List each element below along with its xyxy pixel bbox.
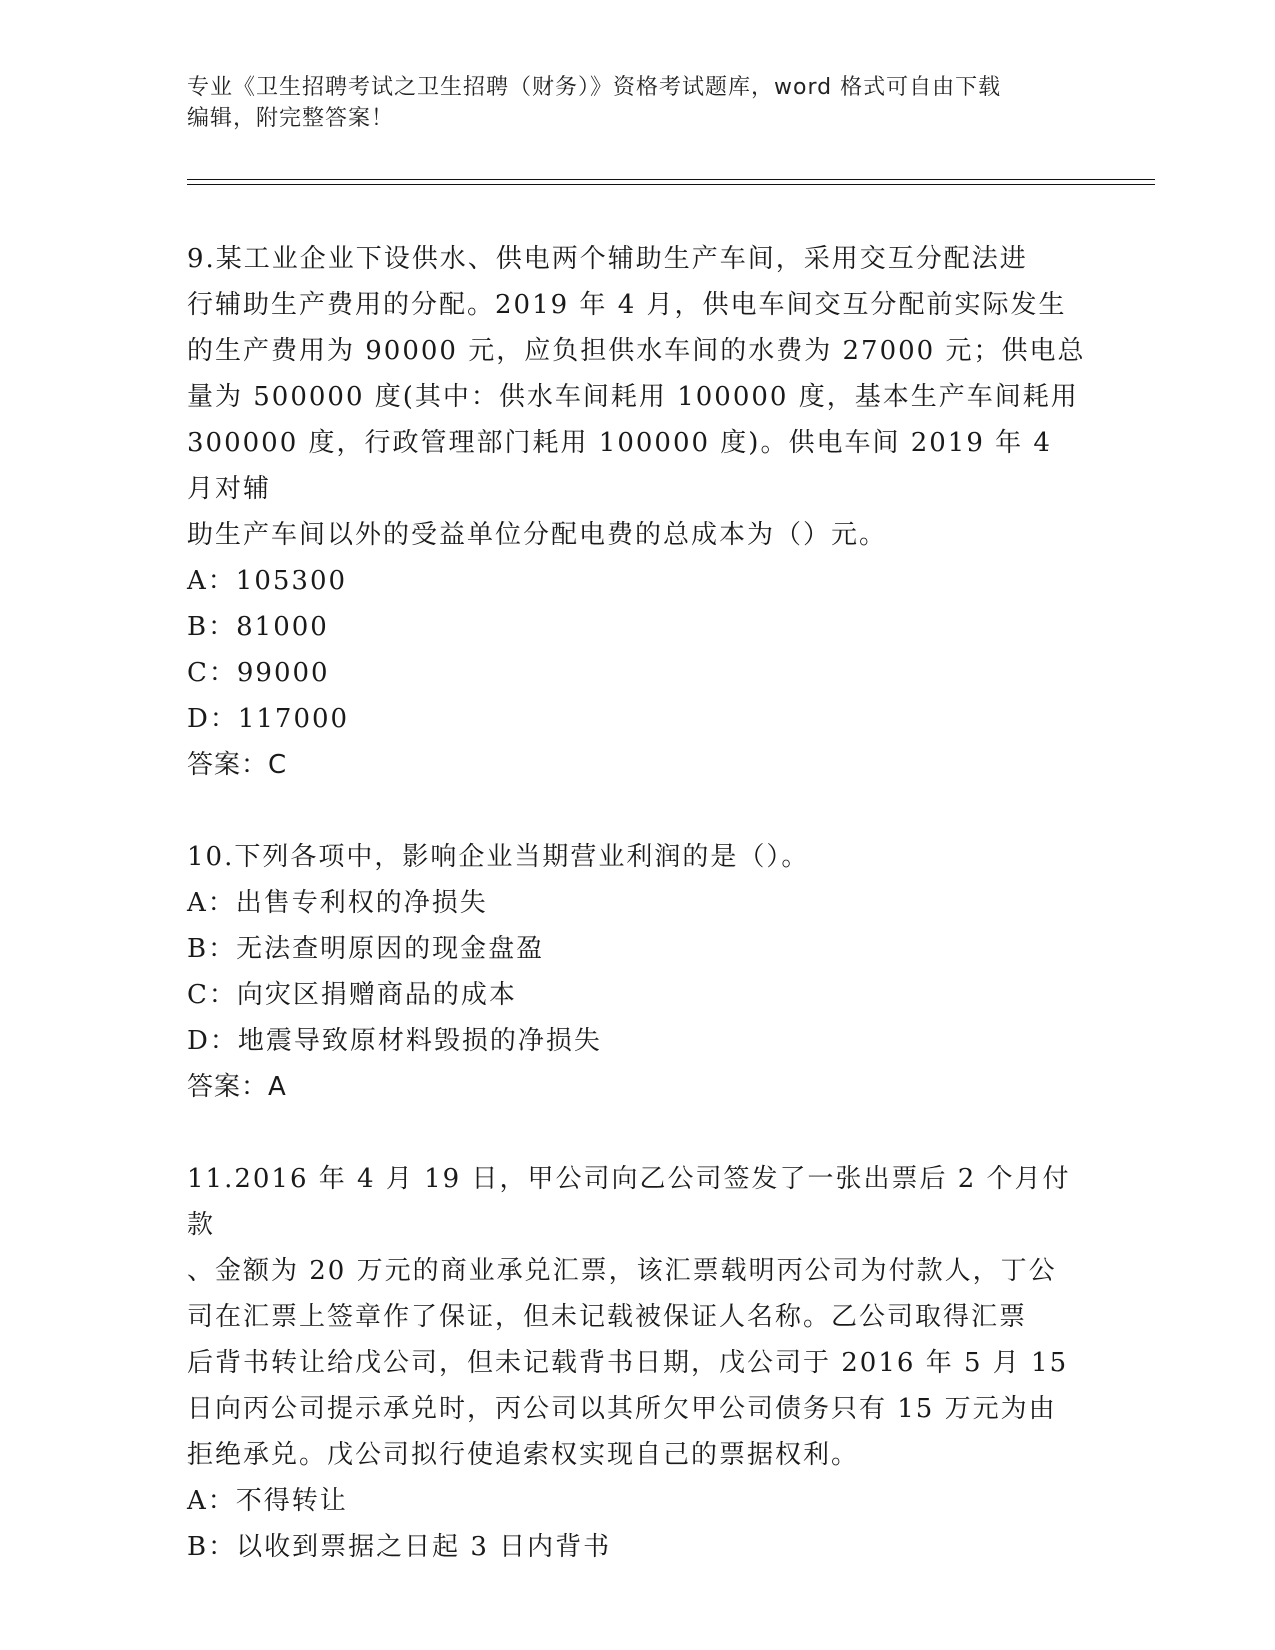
option-a: A：不得转让 — [187, 1486, 348, 1516]
option-c: C：99000 — [187, 658, 330, 688]
question-9 — [187, 236, 1087, 788]
header-line-2: 编辑，附完整答案！ — [187, 106, 395, 131]
question-stem: 10.下列各项中，影响企业当期营业利润的是（）。 — [187, 842, 810, 872]
option-a: A：105300 — [187, 566, 348, 596]
option-a: A：出售专利权的净损失 — [187, 888, 488, 918]
document-header — [187, 72, 1087, 134]
header-divider-top — [187, 179, 1155, 180]
question-stem: 9.某工业企业下设供水、供电两个辅助生产车间，采用交互分配法进 行辅助生产费用的分配。2019 年 4 月，供电车间交互分配前实际发生 的生产费用为 90000 元，应负担供水车间的水费为 27000 元；供电总 量为 500000 度(其中：供水车间耗用 100000 度，基本生产车间耗用 300000 度，行政管理部门耗用 100000 度)。供电车间 2019 年 4 月对辅 助生产车间以外的受益单位分配电费的总成本为（）元。 — [187, 244, 1086, 550]
question-10 — [187, 834, 1087, 1110]
option-b: B：无法查明原因的现金盘盈 — [187, 934, 545, 964]
option-b: B：以收到票据之日起 3 日内背书 — [187, 1532, 612, 1562]
question-list — [187, 236, 1087, 1616]
option-b: B：81000 — [187, 612, 329, 642]
header-divider-bottom — [187, 184, 1155, 185]
option-d: D：地震导致原材料毁损的净损失 — [187, 1026, 602, 1056]
question-11 — [187, 1156, 1087, 1570]
option-d: D：117000 — [187, 704, 350, 734]
question-stem: 11.2016 年 4 月 19 日，甲公司向乙公司签发了一张出票后 2 个月付款 、金额为 20 万元的商业承兑汇票，该汇票载明丙公司为付款人，丁公 司在汇票上签章作了保证，但未记载被保证人名称。乙公司取得汇票 后背书转让给戊公司，但未记载背书日期，戊公司于 2016 年 5 月 15 日向丙公司提示承兑时，丙公司以其所欠甲公司债务只有 15 万元为由 拒绝承兑。戊公司拟行使追索权实现自己的票据权利。 — [187, 1164, 1071, 1470]
header-line-1: 专业《卫生招聘考试之卫生招聘（财务）》资格考试题库，word 格式可自由下载 — [187, 75, 1002, 100]
answer-label: 答案：A — [187, 1072, 287, 1102]
answer-label: 答案：C — [187, 750, 288, 780]
option-c: C：向灾区捐赠商品的成本 — [187, 980, 517, 1010]
